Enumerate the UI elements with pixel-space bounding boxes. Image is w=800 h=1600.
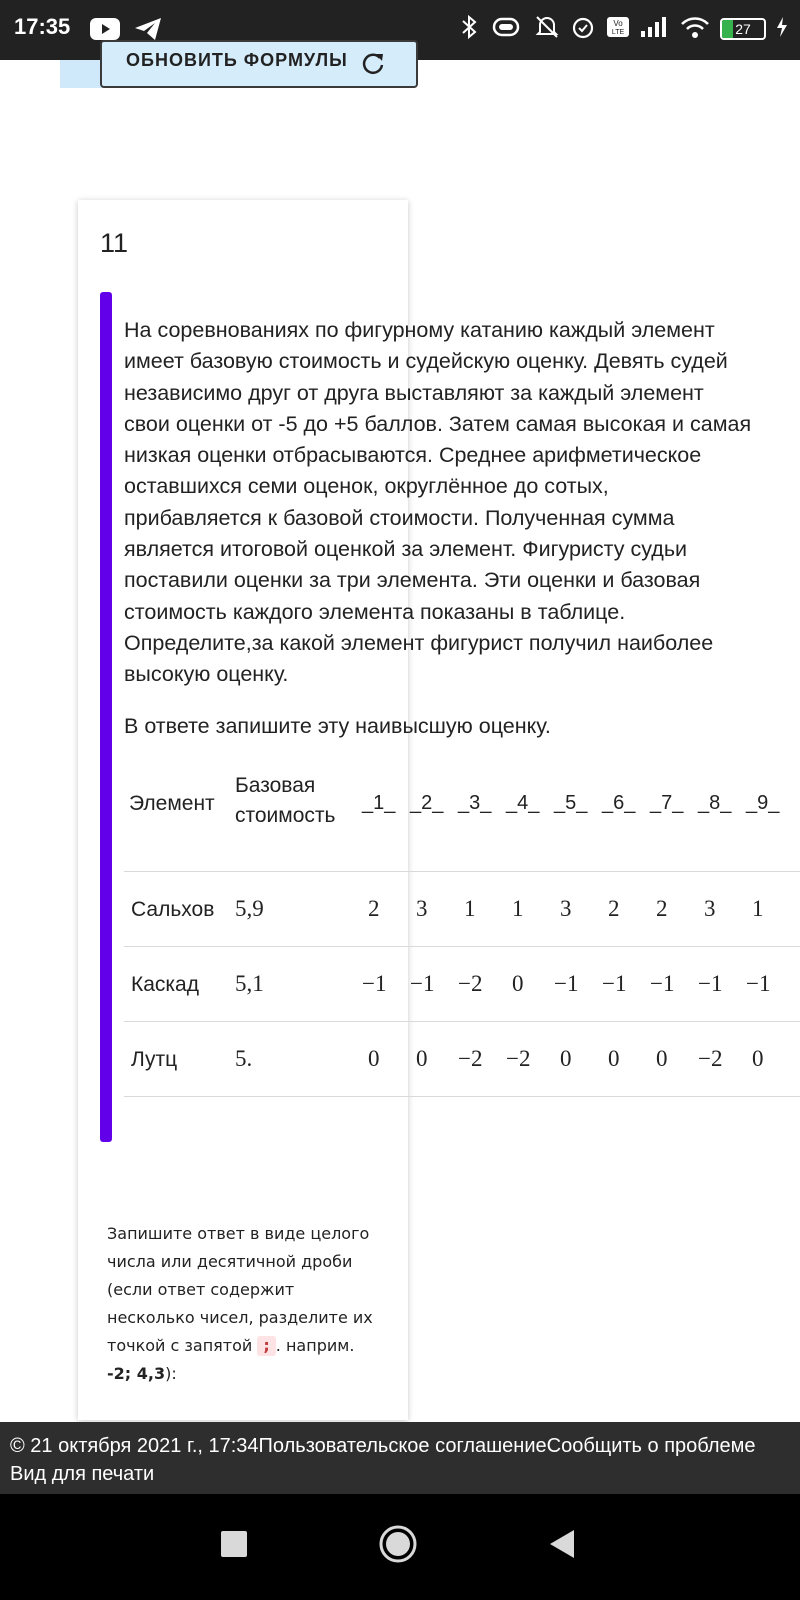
task-accent-bar xyxy=(100,292,112,1142)
problem-line: низкая оценки отбрасываются. Среднее арифметическое xyxy=(124,443,702,468)
header-judge-6: _6_ xyxy=(602,792,636,814)
score-cell: −2 xyxy=(458,1046,483,1071)
svg-text:LTE: LTE xyxy=(611,29,625,36)
problem-line: На соревнованиях по фигурному катанию каждый элемент xyxy=(124,318,715,342)
score-cell: −1 xyxy=(362,971,387,996)
score-cell: 0 xyxy=(608,1046,620,1071)
problem-line: прибавляется к базовой стоимости. Полученная сумма xyxy=(124,505,675,530)
score-cell: 0 xyxy=(656,1046,668,1071)
clock: 17:35 xyxy=(14,14,71,39)
problem-line: поставили оценки за три элемента. Эти оценки и базовая xyxy=(124,568,701,593)
score-cell: −1 xyxy=(698,971,723,996)
recents-button[interactable] xyxy=(212,1524,256,1568)
header-judge-1: _1_ xyxy=(362,792,396,814)
row-salchow-element: Сальхов xyxy=(131,898,215,921)
hint-line: числа или десятичной дроби xyxy=(107,1252,353,1271)
score-cell: 0 xyxy=(368,1046,380,1071)
home-button[interactable] xyxy=(376,1524,420,1568)
hint-line: (если ответ содержит xyxy=(107,1280,295,1299)
score-cell: −2 xyxy=(458,971,483,996)
header-element: Элемент xyxy=(129,792,215,815)
header-base-line2: стоимость xyxy=(235,804,336,827)
footer-bar xyxy=(0,1422,800,1494)
header-judge-2: _2_ xyxy=(410,792,444,814)
header-judge-5: _5_ xyxy=(554,792,588,814)
hint-line: Запишите ответ в виде целого xyxy=(107,1224,370,1243)
print-view-link[interactable]: Вид для печати xyxy=(10,1463,155,1485)
score-cell: −1 xyxy=(650,971,675,996)
score-cell: −1 xyxy=(410,971,435,996)
header-base-line1: Базовая xyxy=(235,774,316,797)
hint-example: -2; 4,3 xyxy=(107,1364,166,1383)
hint-line: несколько чисел, разделите их xyxy=(107,1308,373,1327)
header-judge-9: _9_ xyxy=(746,792,780,814)
table-divider xyxy=(124,946,800,947)
score-cell: −2 xyxy=(506,1046,531,1071)
header-judge-7: _7_ xyxy=(650,792,684,814)
score-cell: 3 xyxy=(560,896,572,921)
problem-statement xyxy=(124,315,800,691)
terms-link[interactable]: Пользовательское соглашение xyxy=(258,1435,547,1457)
back-triangle-icon xyxy=(548,1529,576,1563)
refresh-formulas-label: ОБНОВИТЬ ФОРМУЛЫ xyxy=(126,50,348,70)
score-cell: 1 xyxy=(512,896,524,921)
hint-example-suffix: ): xyxy=(165,1364,177,1383)
score-cell: 0 xyxy=(416,1046,428,1071)
row-salchow-base: 5,9 xyxy=(235,896,264,921)
problem-line: стоимость каждого элемента показаны в таблице. xyxy=(124,599,626,624)
task-number: 11 xyxy=(100,228,129,258)
table-divider xyxy=(124,1096,800,1097)
row-cascade-base: 5,1 xyxy=(235,971,264,996)
table-divider xyxy=(124,871,800,872)
report-problem-link[interactable]: Сообщить о проблеме xyxy=(546,1435,756,1457)
answer-instruction: В ответе запишите эту наивысшую оценку. xyxy=(124,714,551,738)
problem-line: высокую оценку. xyxy=(124,662,289,687)
problem-line: Определите,за какой элемент фигурист получил наиболее xyxy=(124,630,714,655)
score-cell: −2 xyxy=(698,1046,723,1071)
hint-line: . наприм. xyxy=(275,1336,355,1355)
problem-line: свои оценки от -5 до +5 баллов. Затем самая высокая и самая xyxy=(124,411,752,436)
row-lutz-base: 5. xyxy=(235,1046,253,1071)
copyright-text: © 21 октября 2021 г., 17:34 xyxy=(10,1435,259,1457)
circle-icon xyxy=(378,1524,418,1568)
battery-level: 27 xyxy=(735,21,751,37)
header-judge-8: _8_ xyxy=(698,792,732,814)
score-cell: 2 xyxy=(608,896,620,921)
problem-line: имеет базовую стоимость и судейскую оценку. Девять судей xyxy=(124,349,728,374)
answer-format-hint xyxy=(107,1220,397,1388)
score-cell: 3 xyxy=(416,896,428,921)
score-cell: 1 xyxy=(464,896,476,921)
score-cell: 2 xyxy=(368,896,380,921)
score-cell: 0 xyxy=(560,1046,572,1071)
problem-line: оставшихся семи оценок, округлённое до сотых, xyxy=(124,474,609,499)
score-cell: −1 xyxy=(746,971,771,996)
header-judge-3: _3_ xyxy=(458,792,492,814)
hint-line: точкой с запятой xyxy=(107,1336,253,1355)
navigation-bar xyxy=(0,1494,800,1600)
back-button[interactable] xyxy=(540,1524,584,1568)
square-icon xyxy=(220,1530,248,1562)
score-cell: 0 xyxy=(512,971,524,996)
separator-chip: ; xyxy=(257,1336,275,1356)
row-lutz-element: Лутц xyxy=(131,1048,178,1071)
problem-line: независимо друг от друга выставляют за каждый элемент xyxy=(124,380,704,405)
score-cell: −1 xyxy=(602,971,627,996)
svg-text:Vo: Vo xyxy=(613,19,623,28)
score-cell: −1 xyxy=(554,971,579,996)
table-divider xyxy=(124,1021,800,1022)
score-cell: 2 xyxy=(656,896,668,921)
score-table xyxy=(124,774,800,1098)
problem-line: является итоговой оценкой за элемент. Фигуристу судьи xyxy=(124,537,688,562)
score-cell: 0 xyxy=(752,1046,764,1071)
status-bar-overlay xyxy=(0,0,800,60)
score-cell: 3 xyxy=(704,896,716,921)
header-judge-4: _4_ xyxy=(506,792,540,814)
row-cascade-element: Каскад xyxy=(131,973,199,996)
score-cell: 1 xyxy=(752,896,764,921)
